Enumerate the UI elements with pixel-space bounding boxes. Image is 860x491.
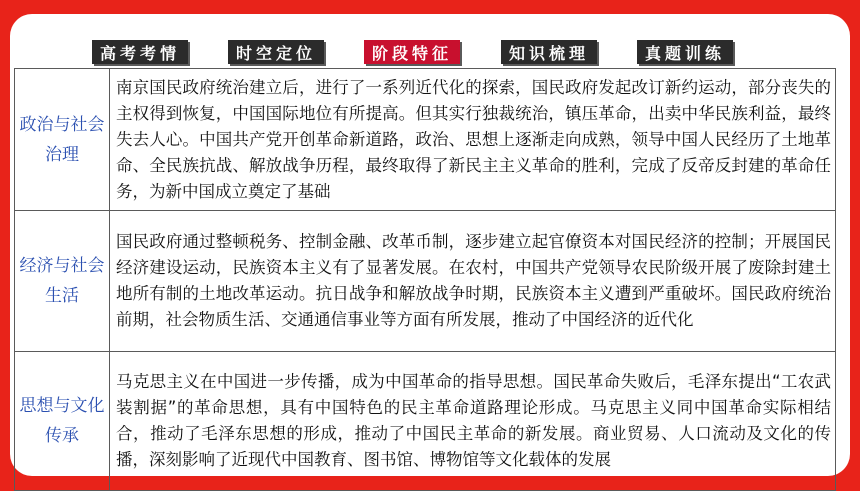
- row-category-politics: 政治与社会治理: [15, 69, 110, 211]
- row-category-economy: 经济与社会生活: [15, 211, 110, 352]
- row-content-culture: 马克思主义在中国进一步传播，成为中国革命的指导思想。国民革命失败后，毛泽东提出“工农武装割据”的革命思想，具有中国特色的民主革命道路理论形成。马克思主义同中国革命实际相结合，推动了毛泽东思想的形成，推动了中国民主革命的新发展。商业贸易、人口流动及文化的传播，深刻影响了近现代中国教育、图书馆、博物馆等文化载体的发展: [110, 352, 836, 491]
- table-row: [15, 211, 836, 352]
- tab-stage-features[interactable]: 阶段特征: [364, 40, 460, 64]
- section-tab-bar: [90, 40, 770, 64]
- tab-timeline-position[interactable]: 时空定位: [228, 40, 324, 64]
- tab-knowledge-review[interactable]: 知识梳理: [501, 40, 597, 64]
- row-content-economy: 国民政府通过整顿税务、控制金融、改革币制，逐步建立起官僚资本对国民经济的控制；开展国民经济建设运动，民族资本主义有了显著发展。在农村，中国共产党领导农民阶级开展了废除封建土地所有制的土地改革运动。抗日战争和解放战争时期，民族资本主义遭到严重破坏。国民政府统治前期，社会物质生活、交通通信事业等方面有所发展，推动了中国经济的近代化: [110, 211, 836, 352]
- table-row: [15, 69, 836, 211]
- tab-exam-practice[interactable]: 真题训练: [637, 40, 733, 64]
- row-content-politics: 南京国民政府统治建立后，进行了一系列近代化的探索，国民政府发起改订新约运动，部分丧失的主权得到恢复，中国国际地位有所提高。但其实行独裁统治，镇压革命，出卖中华民族利益，最终失去人心。中国共产党开创革命新道路，政治、思想上逐渐走向成熟，领导中国人民经历了土地革命、全民族抗战、解放战争历程，最终取得了新民主主义革命的胜利，完成了反帝反封建的革命任务，为新中国成立奠定了基础: [110, 69, 836, 211]
- row-category-culture: 思想与文化传承: [15, 352, 110, 491]
- stage-features-table: [14, 68, 836, 491]
- table-row: [15, 352, 836, 491]
- tab-exam-overview[interactable]: 高考考情: [92, 40, 188, 64]
